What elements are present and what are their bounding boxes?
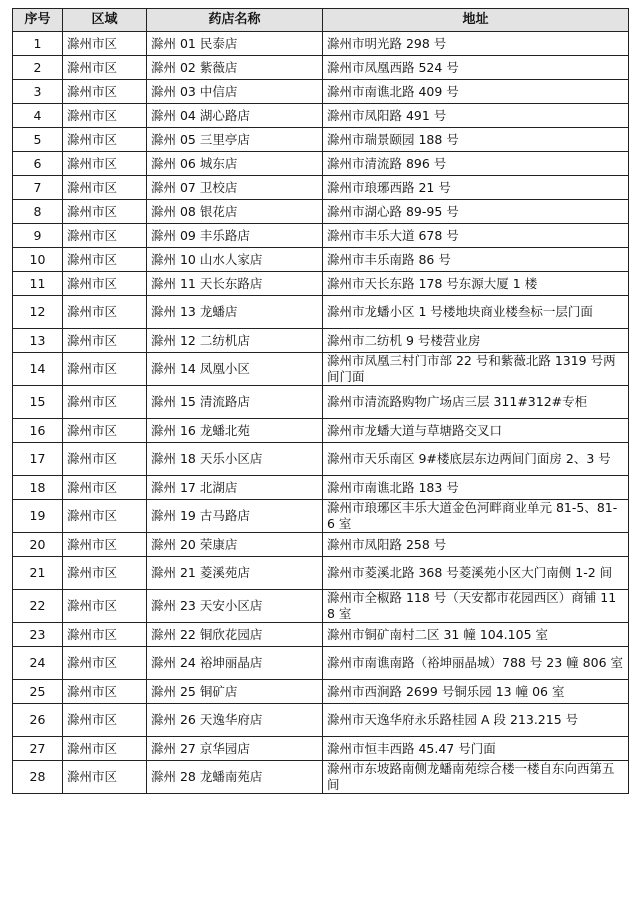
cell-address: 滁州市西涧路 2699 号铜乐园 13 幢 06 室	[323, 680, 629, 704]
cell-address: 滁州市天逸华府永乐路桂园 A 段 213.215 号	[323, 704, 629, 737]
cell-address: 滁州市南谯北路 183 号	[323, 476, 629, 500]
cell-area: 滁州市区	[63, 272, 147, 296]
cell-no: 15	[13, 386, 63, 419]
cell-name: 滁州 05 三里亭店	[147, 128, 323, 152]
table-row	[13, 296, 629, 329]
table-row	[13, 647, 629, 680]
cell-name: 滁州 20 荣康店	[147, 533, 323, 557]
cell-name: 滁州 09 丰乐路店	[147, 224, 323, 248]
cell-name: 滁州 25 铜矿店	[147, 680, 323, 704]
cell-no: 3	[13, 80, 63, 104]
cell-name: 滁州 21 菱溪苑店	[147, 557, 323, 590]
cell-area: 滁州市区	[63, 533, 147, 557]
cell-area: 滁州市区	[63, 386, 147, 419]
cell-area: 滁州市区	[63, 104, 147, 128]
cell-name: 滁州 11 天长东路店	[147, 272, 323, 296]
cell-name: 滁州 23 天安小区店	[147, 590, 323, 623]
table-row	[13, 152, 629, 176]
header-no: 序号	[13, 9, 63, 32]
cell-no: 6	[13, 152, 63, 176]
cell-area: 滁州市区	[63, 557, 147, 590]
cell-name: 滁州 06 城东店	[147, 152, 323, 176]
cell-area: 滁州市区	[63, 200, 147, 224]
cell-area: 滁州市区	[63, 32, 147, 56]
table-row	[13, 533, 629, 557]
table-row	[13, 704, 629, 737]
table-row	[13, 500, 629, 533]
cell-no: 1	[13, 32, 63, 56]
cell-no: 19	[13, 500, 63, 533]
table-row	[13, 419, 629, 443]
cell-no: 22	[13, 590, 63, 623]
cell-no: 7	[13, 176, 63, 200]
cell-no: 18	[13, 476, 63, 500]
cell-no: 26	[13, 704, 63, 737]
cell-address: 滁州市丰乐大道 678 号	[323, 224, 629, 248]
cell-area: 滁州市区	[63, 623, 147, 647]
cell-address: 滁州市东坡路南侧龙蟠南苑综合楼一楼自东向西第五间	[323, 761, 629, 794]
cell-name: 滁州 26 天逸华府店	[147, 704, 323, 737]
table-row	[13, 224, 629, 248]
cell-name: 滁州 19 古马路店	[147, 500, 323, 533]
header-address: 地址	[323, 9, 629, 32]
cell-address: 滁州市清流路购物广场店三层 311#312#专柜	[323, 386, 629, 419]
cell-no: 5	[13, 128, 63, 152]
cell-address: 滁州市二纺机 9 号楼营业房	[323, 329, 629, 353]
cell-name: 滁州 16 龙蟠北苑	[147, 419, 323, 443]
cell-address: 滁州市凤凰三村门市部 22 号和紫薇北路 1319 号两间门面	[323, 353, 629, 386]
cell-no: 27	[13, 737, 63, 761]
cell-name: 滁州 08 银花店	[147, 200, 323, 224]
cell-no: 14	[13, 353, 63, 386]
cell-area: 滁州市区	[63, 443, 147, 476]
cell-name: 滁州 10 山水人家店	[147, 248, 323, 272]
table-row	[13, 443, 629, 476]
table-row	[13, 353, 629, 386]
cell-name: 滁州 01 民泰店	[147, 32, 323, 56]
cell-area: 滁州市区	[63, 500, 147, 533]
table-row	[13, 56, 629, 80]
cell-name: 滁州 07 卫校店	[147, 176, 323, 200]
cell-name: 滁州 14 凤凰小区	[147, 353, 323, 386]
cell-area: 滁州市区	[63, 152, 147, 176]
table-header-row	[13, 9, 629, 32]
cell-address: 滁州市南谯南路（裕坤丽晶城）788 号 23 幢 806 室	[323, 647, 629, 680]
cell-name: 滁州 18 天乐小区店	[147, 443, 323, 476]
cell-address: 滁州市龙蟠小区 1 号楼地块商业楼叁标一层门面	[323, 296, 629, 329]
table-row	[13, 200, 629, 224]
cell-name: 滁州 04 湖心路店	[147, 104, 323, 128]
cell-name: 滁州 17 北湖店	[147, 476, 323, 500]
cell-no: 9	[13, 224, 63, 248]
cell-address: 滁州市铜矿南村二区 31 幢 104.105 室	[323, 623, 629, 647]
table-row	[13, 623, 629, 647]
cell-name: 滁州 22 铜欣花园店	[147, 623, 323, 647]
cell-no: 13	[13, 329, 63, 353]
cell-address: 滁州市南谯北路 409 号	[323, 80, 629, 104]
cell-name: 滁州 13 龙蟠店	[147, 296, 323, 329]
cell-address: 滁州市龙蟠大道与草塘路交叉口	[323, 419, 629, 443]
table-row	[13, 590, 629, 623]
cell-no: 21	[13, 557, 63, 590]
cell-area: 滁州市区	[63, 176, 147, 200]
cell-no: 25	[13, 680, 63, 704]
cell-address: 滁州市丰乐南路 86 号	[323, 248, 629, 272]
cell-area: 滁州市区	[63, 704, 147, 737]
table-row	[13, 176, 629, 200]
cell-area: 滁州市区	[63, 56, 147, 80]
cell-no: 4	[13, 104, 63, 128]
cell-address: 滁州市清流路 896 号	[323, 152, 629, 176]
cell-name: 滁州 03 中信店	[147, 80, 323, 104]
cell-area: 滁州市区	[63, 224, 147, 248]
cell-area: 滁州市区	[63, 647, 147, 680]
cell-address: 滁州市凤凰西路 524 号	[323, 56, 629, 80]
cell-name: 滁州 27 京华园店	[147, 737, 323, 761]
cell-area: 滁州市区	[63, 761, 147, 794]
cell-area: 滁州市区	[63, 80, 147, 104]
cell-no: 17	[13, 443, 63, 476]
cell-address: 滁州市瑞景颐园 188 号	[323, 128, 629, 152]
table-row	[13, 737, 629, 761]
header-area: 区域	[63, 9, 147, 32]
table-row	[13, 680, 629, 704]
cell-area: 滁州市区	[63, 296, 147, 329]
header-name: 药店名称	[147, 9, 323, 32]
cell-address: 滁州市全椒路 118 号（天安都市花园西区）商铺 118 室	[323, 590, 629, 623]
cell-address: 滁州市菱溪北路 368 号菱溪苑小区大门南侧 1-2 间	[323, 557, 629, 590]
cell-area: 滁州市区	[63, 419, 147, 443]
cell-area: 滁州市区	[63, 248, 147, 272]
cell-no: 11	[13, 272, 63, 296]
table-row	[13, 386, 629, 419]
cell-address: 滁州市恒丰西路 45.47 号门面	[323, 737, 629, 761]
cell-address: 滁州市琅琊区丰乐大道金色河畔商业单元 81-5、81-6 室	[323, 500, 629, 533]
cell-address: 滁州市天长东路 178 号东源大厦 1 楼	[323, 272, 629, 296]
cell-name: 滁州 28 龙蟠南苑店	[147, 761, 323, 794]
cell-area: 滁州市区	[63, 590, 147, 623]
cell-no: 10	[13, 248, 63, 272]
cell-address: 滁州市天乐南区 9#楼底层东边两间门面房 2、3 号	[323, 443, 629, 476]
cell-area: 滁州市区	[63, 353, 147, 386]
table-row	[13, 104, 629, 128]
table-row	[13, 557, 629, 590]
table-row	[13, 80, 629, 104]
cell-area: 滁州市区	[63, 476, 147, 500]
cell-name: 滁州 24 裕坤丽晶店	[147, 647, 323, 680]
cell-name: 滁州 15 清流路店	[147, 386, 323, 419]
cell-no: 8	[13, 200, 63, 224]
cell-no: 2	[13, 56, 63, 80]
cell-area: 滁州市区	[63, 329, 147, 353]
cell-no: 12	[13, 296, 63, 329]
table-body	[13, 32, 629, 794]
cell-area: 滁州市区	[63, 680, 147, 704]
cell-area: 滁州市区	[63, 737, 147, 761]
cell-no: 16	[13, 419, 63, 443]
table-row	[13, 128, 629, 152]
cell-address: 滁州市凤阳路 258 号	[323, 533, 629, 557]
cell-no: 28	[13, 761, 63, 794]
cell-address: 滁州市凤阳路 491 号	[323, 104, 629, 128]
cell-address: 滁州市明光路 298 号	[323, 32, 629, 56]
cell-no: 23	[13, 623, 63, 647]
table-row	[13, 761, 629, 794]
cell-area: 滁州市区	[63, 128, 147, 152]
table-row	[13, 32, 629, 56]
table-row	[13, 476, 629, 500]
cell-address: 滁州市湖心路 89-95 号	[323, 200, 629, 224]
table-row	[13, 248, 629, 272]
table-row	[13, 272, 629, 296]
cell-name: 滁州 12 二纺机店	[147, 329, 323, 353]
cell-address: 滁州市琅琊西路 21 号	[323, 176, 629, 200]
cell-name: 滁州 02 紫薇店	[147, 56, 323, 80]
pharmacy-table	[12, 8, 629, 794]
cell-no: 20	[13, 533, 63, 557]
table-row	[13, 329, 629, 353]
pharmacy-table-container	[12, 8, 628, 794]
cell-no: 24	[13, 647, 63, 680]
